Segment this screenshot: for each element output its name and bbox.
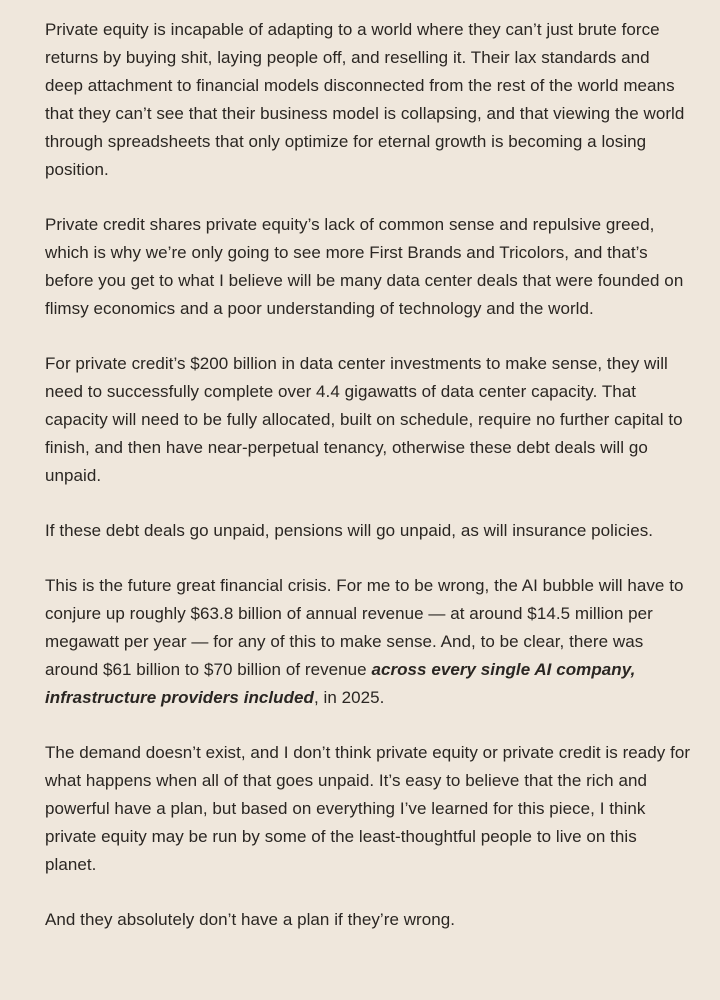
paragraph-unpaid-debt: If these debt deals go unpaid, pensions will go unpaid, as will insurance policies. [45, 521, 654, 540]
paragraph-data-center-investments: For private credit’s $200 billion in data center investments to make sense, they will need to successfully complete over 4.4 gigawatts of data center capacity. That capacity will need to be fully allocated, built on schedule, require no further capital to finish, and then have near-perpetual tenancy, otherwise these debt deals will go unpaid. [45, 354, 683, 485]
paragraph-financial-crisis-text: This is the future great financial crisis. For me to be wrong, the AI bubble will have to conjure up roughly $63.8 billion of annual revenue — at around $14.5 million per megawatt per year — for any of this to make sense. And, to be clear, there was around $61 billion to $70 billion of revenue [45, 576, 684, 679]
paragraph-demand: The demand doesn’t exist, and I don’t think private equity or private credit is ready for what happens when all of that goes unpaid. It’s easy to believe that the rich and powerful have a plan, but based on everything I’ve learned for this piece, I think private equity may be run by some of the least-thoughtful people to live on this planet. [45, 743, 691, 874]
paragraph-private-equity: Private equity is incapable of adapting to a world where they can’t just brute force returns by buying shit, laying people off, and reselling it. Their lax standards and deep attachment to financial models disconnected from the rest of the world means that they can’t see that their business model is collapsing, and that viewing the world through spreadsheets that only optimize for eternal growth is becoming a losing position. [45, 20, 685, 179]
emphasis-text: across every single AI company, infrastructure providers included [45, 660, 636, 707]
paragraph-closing: And they absolutely don’t have a plan if they’re wrong. [45, 910, 456, 929]
paragraph-financial-crisis [45, 572, 692, 712]
paragraph-private-credit: Private credit shares private equity’s lack of common sense and repulsive greed, which is why we’re only going to see more First Brands and Tricolors, and that’s before you get to what I believe will be many data center deals that were founded on flimsy economics and a poor understanding of technology and the world. [45, 215, 684, 318]
paragraph-financial-crisis-end: , in 2025. [314, 688, 385, 707]
